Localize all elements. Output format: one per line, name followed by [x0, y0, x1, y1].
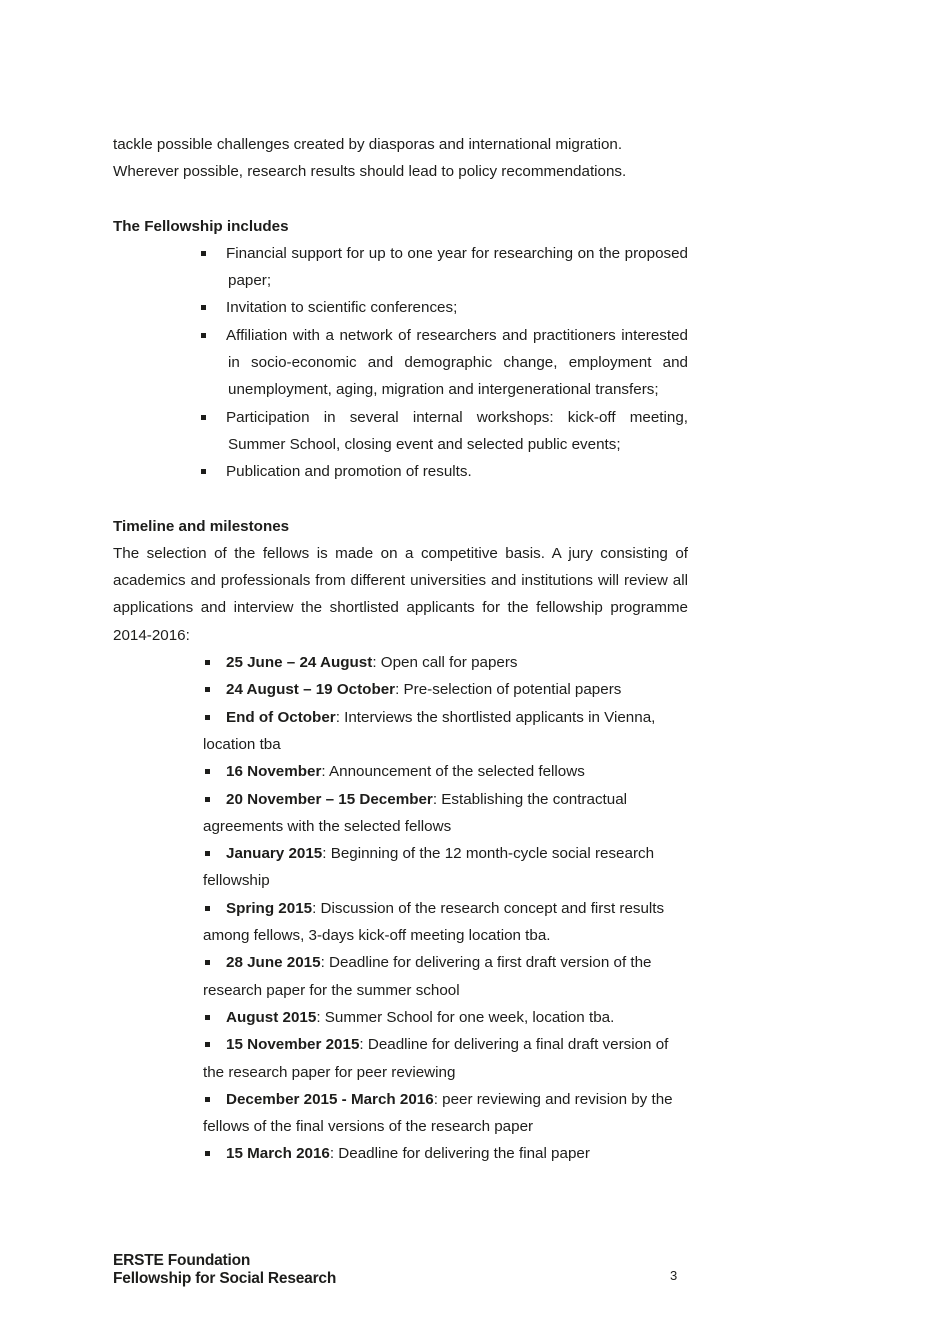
timeline-item	[203, 758, 688, 785]
footer-logo-line-2: Fellowship for Social Research	[113, 1270, 337, 1287]
timeline-text: : Discussion of the research concept and first results among fellows, 3-days kick-off meeting location tba.	[203, 899, 665, 945]
timeline-text: : Announcement of the selected fellows	[321, 763, 585, 781]
timeline-item	[203, 704, 688, 759]
timeline-date: January 2015	[226, 845, 323, 863]
bullet-icon	[201, 469, 206, 474]
fellowship-list	[113, 240, 688, 486]
bullet-icon	[201, 305, 206, 310]
timeline-date: 16 November	[226, 763, 322, 781]
bullet-icon	[205, 851, 210, 856]
timeline-item	[203, 840, 688, 895]
list-item: Affiliation with a network of researchers and practitioners interested in socio-economic and demographic change, employment and unemployment, aging, migration and intergenerational transfers;	[226, 322, 688, 404]
timeline-date: 28 June 2015	[226, 954, 321, 972]
timeline-item	[203, 949, 688, 1004]
list-item: Participation in several internal workshops: kick-off meeting, Summer School, closing event and selected public events;	[226, 404, 688, 459]
footer-logo-line-1: ERSTE Foundation	[113, 1252, 251, 1269]
timeline-date: August 2015	[226, 1008, 317, 1026]
bullet-icon	[205, 715, 210, 720]
timeline-item	[203, 1086, 688, 1141]
bullet-icon	[205, 797, 210, 802]
bullet-icon	[205, 1097, 210, 1102]
timeline-text: : Pre-selection of potential papers	[395, 681, 622, 699]
timeline-item	[203, 786, 688, 841]
timeline-text: : Deadline for delivering a final draft version of the research paper for peer reviewing	[203, 1036, 669, 1081]
bullet-icon	[205, 687, 210, 692]
timeline-list	[113, 649, 688, 1168]
intro-line-2: Wherever possible, research results should lead to policy recommendations.	[113, 163, 627, 181]
timeline-date: 15 November 2015	[226, 1036, 360, 1054]
timeline-date: 24 August – 19 October	[226, 681, 396, 699]
timeline-text: : Deadline for delivering the final paper	[329, 1145, 590, 1163]
timeline-intro: The selection of the fellows is made on a competitive basis. A jury consisting of academics and professionals from different universities and institutions will review all applications and interview the shortlisted applicants for the fellowship programme 2014-2016:	[113, 544, 688, 644]
spacer	[113, 186, 688, 213]
page-content	[113, 131, 688, 1168]
timeline-date: 15 March 2016	[226, 1145, 330, 1163]
timeline-text: : peer reviewing and revision by the fellows of the final versions of the research paper	[203, 1090, 673, 1136]
timeline-text: : Summer School for one week, location tba.	[316, 1008, 615, 1026]
timeline-item	[203, 649, 688, 676]
spacer	[113, 486, 688, 513]
timeline-text: : Establishing the contractual agreements with the selected fellows	[203, 790, 628, 835]
timeline-item	[203, 1031, 688, 1086]
timeline-text: : Open call for papers	[372, 654, 518, 672]
list-item: Invitation to scientific conferences;	[226, 294, 688, 321]
list-item: Financial support for up to one year for researching on the proposed paper;	[226, 240, 688, 295]
intro-line-1: tackle possible challenges created by diasporas and international migration.	[113, 136, 623, 153]
bullet-icon	[205, 769, 210, 774]
bullet-icon	[201, 251, 206, 256]
timeline-date: End of October	[226, 708, 336, 726]
list-item: Publication and promotion of results.	[226, 458, 688, 485]
timeline-heading: Timeline and milestones	[113, 517, 290, 535]
timeline-date: Spring 2015	[226, 899, 313, 917]
timeline-item	[203, 895, 688, 950]
timeline-date: 20 November – 15 December	[226, 790, 433, 808]
timeline-date: 25 June – 24 August	[226, 654, 373, 672]
bullet-icon	[205, 1151, 210, 1156]
timeline-item	[203, 1140, 688, 1167]
bullet-icon	[201, 415, 206, 420]
timeline-text: : Interviews the shortlisted applicants in Vienna, location tba	[203, 708, 656, 753]
bullet-icon	[205, 906, 210, 911]
fellowship-heading: The Fellowship includes	[113, 217, 289, 235]
bullet-icon	[205, 960, 210, 965]
page-number: 3	[670, 1268, 678, 1283]
footer-logo	[113, 1252, 336, 1288]
intro-paragraph	[113, 131, 688, 186]
bullet-icon	[205, 1015, 210, 1020]
timeline-date: December 2015 - March 2016	[226, 1090, 434, 1108]
timeline-item	[203, 1004, 688, 1031]
timeline-text: : Beginning of the 12 month-cycle social research fellowship	[203, 845, 655, 890]
bullet-icon	[201, 333, 206, 338]
timeline-item	[203, 676, 688, 703]
timeline-text: : Deadline for delivering a first draft version of the research paper for the summer school	[203, 954, 652, 999]
bullet-icon	[205, 1042, 210, 1047]
bullet-icon	[205, 660, 210, 665]
